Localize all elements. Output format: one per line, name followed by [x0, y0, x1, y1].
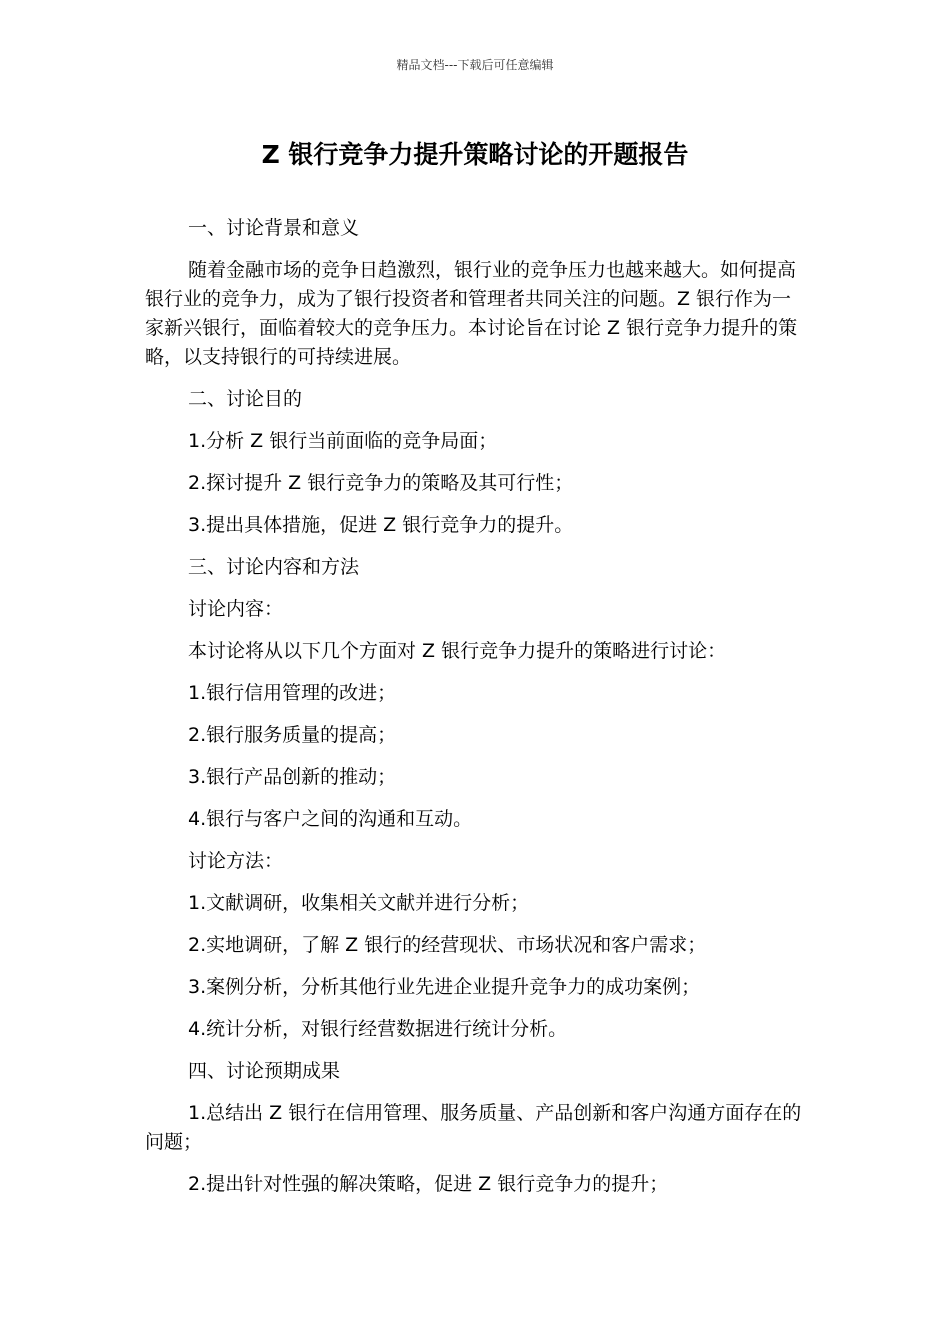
document-title: Z 银行竞争力提升策略讨论的开题报告	[261, 140, 689, 169]
method-item-1: 1.文献调研，收集相关文献并进行分析；	[188, 892, 530, 914]
content-label: 讨论内容：	[188, 598, 284, 620]
method-item-4: 4.统计分析，对银行经营数据进行统计分析。	[188, 1018, 568, 1040]
header-note: 精品文档---下载后可任意编辑	[396, 58, 554, 72]
outcome-item-2: 2.提出针对性强的解决策略，促进 Z 银行竞争力的提升；	[188, 1173, 669, 1195]
method-item-3: 3.案例分析，分析其他行业先进企业提升竞争力的成功案例；	[188, 976, 701, 998]
content-intro: 本讨论将从以下几个方面对 Z 银行竞争力提升的策略进行讨论：	[188, 640, 727, 662]
section-heading-purpose: 二、讨论目的	[188, 388, 303, 410]
section-heading-content-method: 三、讨论内容和方法	[188, 556, 360, 578]
method-item-2: 2.实地调研，了解 Z 银行的经营现状、市场状况和客户需求；	[188, 934, 707, 956]
section-heading-outcomes: 四、讨论预期成果	[188, 1060, 341, 1082]
content-item-1: 1.银行信用管理的改进；	[188, 682, 397, 704]
outcome-item-1: 1.总结出 Z 银行在信用管理、服务质量、产品创新和客户沟通方面存在的问题；	[145, 1102, 802, 1153]
background-paragraph: 随着金融市场的竞争日趋激烈，银行业的竞争压力也越来越大。如何提高银行业的竞争力，成为了银行投资者和管理者共同关注的问题。Z 银行作为一家新兴银行，面临着较大的竞争压力。本讨论旨在讨论 Z 银行竞争力提升的策略，以支持银行的可持续进展。	[145, 259, 798, 368]
content-item-3: 3.银行产品创新的推动；	[188, 766, 397, 788]
document-body	[145, 214, 805, 1212]
purpose-item-1: 1.分析 Z 银行当前面临的竞争局面；	[188, 430, 498, 452]
content-item-4: 4.银行与客户之间的沟通和互动。	[188, 808, 473, 830]
purpose-item-2: 2.探讨提升 Z 银行竞争力的策略及其可行性；	[188, 472, 574, 494]
purpose-item-3: 3.提出具体措施，促进 Z 银行竞争力的提升。	[188, 514, 574, 536]
section-heading-background: 一、讨论背景和意义	[188, 217, 360, 239]
method-label: 讨论方法：	[188, 850, 284, 872]
content-item-2: 2.银行服务质量的提高；	[188, 724, 397, 746]
